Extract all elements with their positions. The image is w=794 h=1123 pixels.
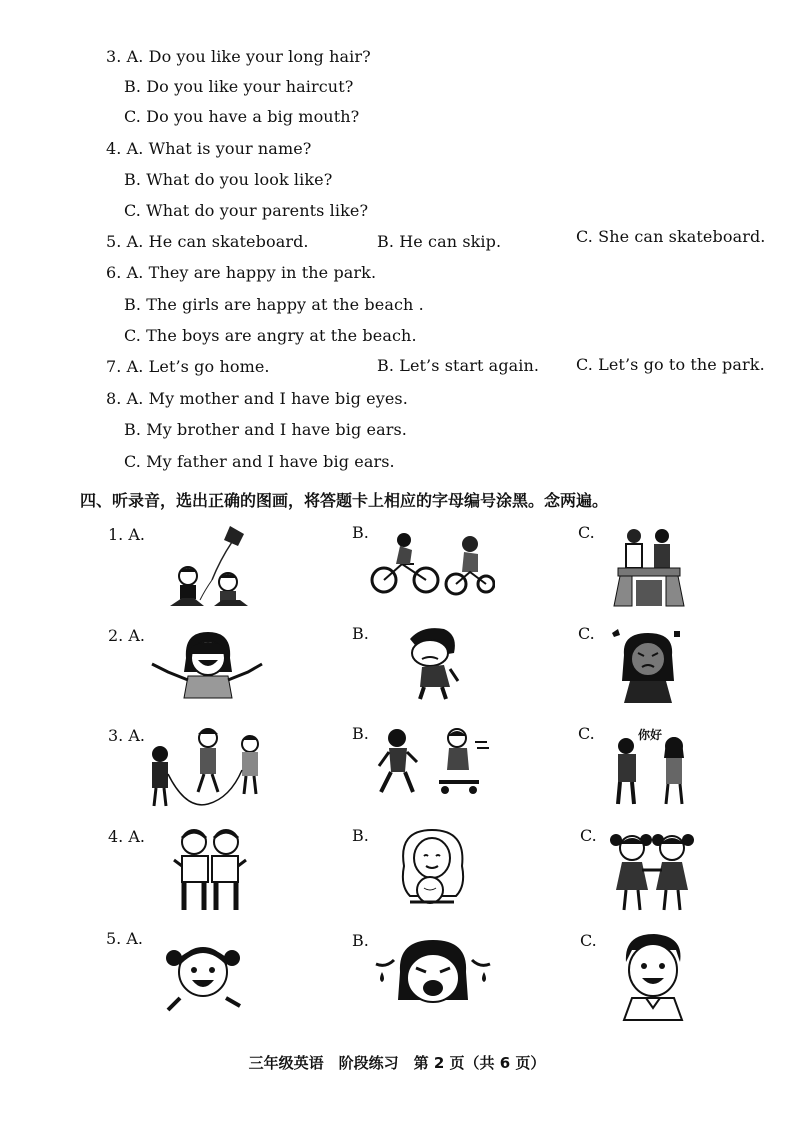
q4-option-a: 4. A. What is your name? [106,139,312,158]
row4-label-b: B. [352,826,369,845]
q4-option-c: C. What do your parents like? [124,201,369,220]
kids-saying-hello-picture [608,728,692,806]
row3-label-b: B. [352,724,369,743]
q6-option-a: 6. A. They are happy in the park. [106,263,377,282]
q6-option-c: C. The boys are angry at the beach. [124,326,417,345]
q3-option-b: B. Do you like your haircut? [124,77,354,96]
kids-skipping-rope-picture [146,724,270,810]
q3-option-a: 3. A. Do you like your long hair? [106,47,371,66]
row4-label-a: 4. A. [108,827,145,846]
angry-girl-picture [608,625,688,705]
q8-option-b: B. My brother and I have big ears. [124,420,407,439]
two-boys-hugging-picture [170,826,250,912]
row1-label-c: C. [578,523,595,542]
q7-option-b: B. Let’s start again. [377,356,540,375]
q5-option-c: C. She can skateboard. [576,227,766,246]
kids-riding-bikes-picture [370,528,495,598]
people-at-table-picture [610,522,688,608]
mother-and-baby-picture [396,826,470,910]
smiling-boy-picture [616,932,690,1022]
section-4-heading: 四、听录音，选出正确的图画，将答题卡上相应的字母编号涂黑。念两遍。 [80,491,609,510]
happy-girl-arms-out-picture [148,628,266,700]
q6-option-b: B. The girls are happy at the beach . [124,295,424,314]
q4-option-b: B. What do you look like? [124,170,333,189]
two-girls-holding-hands-picture [606,826,698,912]
row2-label-c: C. [578,624,595,643]
row5-label-c: C. [580,931,597,950]
page-footer: 三年级英语 阶段练习 第 2 页（共 6 页） [248,1054,546,1072]
crying-child-picture [372,938,494,1008]
row5-label-b: B. [352,931,369,950]
q5-option-b: B. He can skip. [377,232,502,251]
hello-speech-bubble: 你好 [638,728,663,742]
row5-label-a: 5. A. [106,929,143,948]
q5-option-a: 5. A. He can skateboard. [106,232,309,251]
row2-label-a: 2. A. [108,626,145,645]
q8-option-a: 8. A. My mother and I have big eyes. [106,389,408,408]
q7-option-a: 7. A. Let’s go home. [106,357,270,376]
kids-skateboarding-picture [375,726,495,800]
q3-option-c: C. Do you have a big mouth? [124,107,360,126]
row3-label-a: 3. A. [108,726,145,745]
sad-child-walking-picture [400,625,466,701]
row3-label-c: C. [578,724,595,743]
row4-label-c: C. [580,826,597,845]
happy-girl-pigtails-picture [160,936,246,1016]
row1-label-a: 1. A. [108,525,145,544]
kids-flying-kite-picture [160,520,270,608]
q8-option-c: C. My father and I have big ears. [124,452,395,471]
row1-label-b: B. [352,523,369,542]
row2-label-b: B. [352,624,369,643]
q7-option-c: C. Let’s go to the park. [576,355,765,374]
